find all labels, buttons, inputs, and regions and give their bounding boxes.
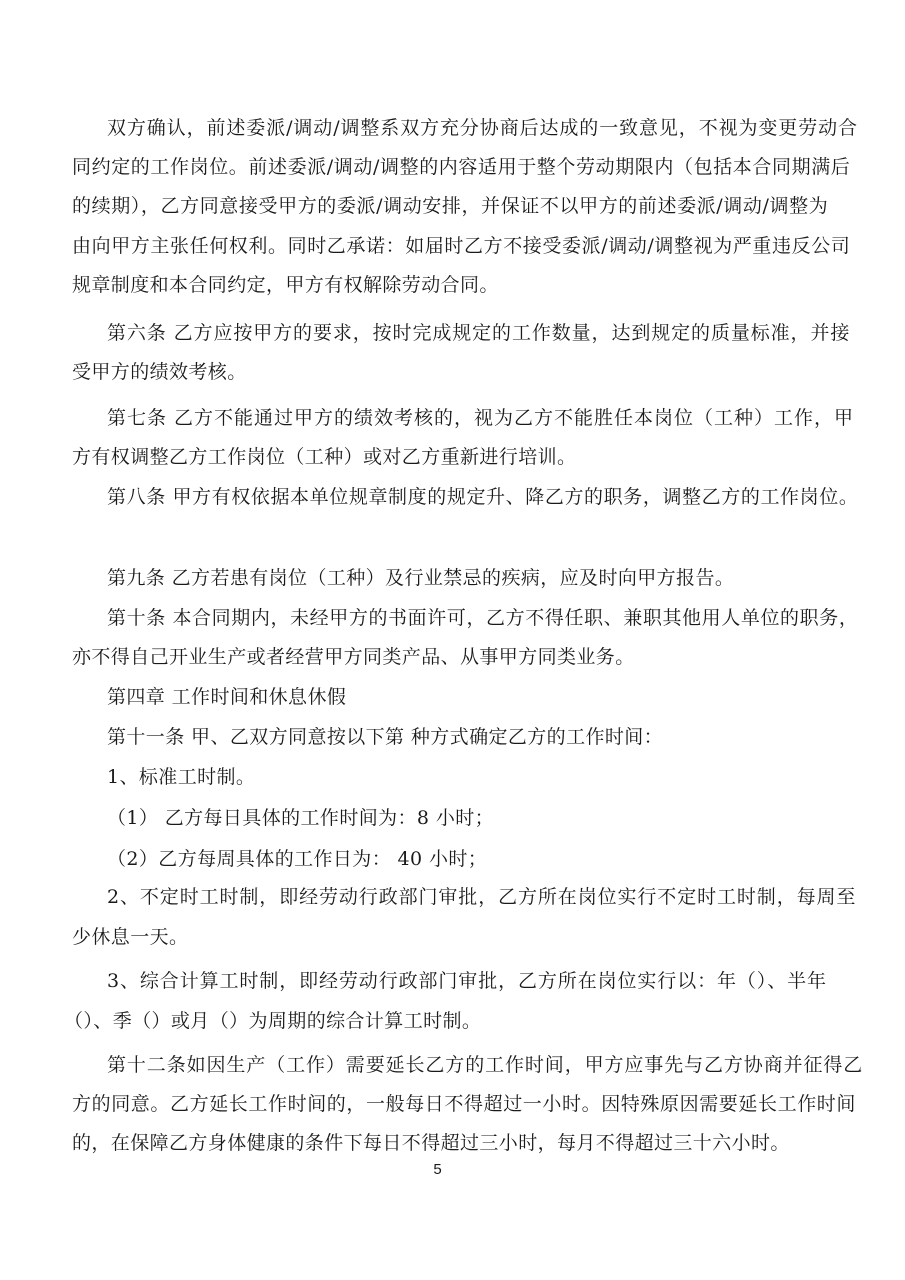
text-line: 的，在保障乙方身体健康的条件下每日不得超过三小时，每月不得超过三十六小时。 [72, 1132, 790, 1154]
text-line: 方有权调整乙方工作岗位（工种）或对乙方重新进行培训。 [72, 446, 577, 468]
list-item: 2、不定时工时制，即经劳动行政部门审批，乙方所在岗位实行不定时工时制，每周至 [107, 886, 857, 908]
list-item: 3、综合计算工时制，即经劳动行政部门审批，乙方所在岗位实行以：年（）、半年 [107, 970, 827, 992]
text-line: 受甲方的绩效考核。 [72, 361, 247, 383]
text-line: 同约定的工作岗位。前述委派/调动/调整的内容适用于整个劳动期限内（包括本合同期满后 [72, 156, 851, 178]
text-line: 双方确认，前述委派/调动/调整系双方充分协商后达成的一致意见，不视为变更劳动合 [107, 117, 858, 139]
text-line: 方的同意。乙方延长工作时间的，一般每日不得超过一小时。因特殊原因需要延长工作时间 [72, 1093, 857, 1115]
article-6-line: 第六条 乙方应按甲方的要求，按时完成规定的工作数量，达到规定的质量标准，并接 [107, 322, 851, 344]
text-line: 少休息一天。 [72, 926, 189, 948]
text-line: 规章制度和本合同约定，甲方有权解除劳动合同。 [72, 274, 499, 296]
list-item: （2）乙方每周具体的工作日为： 40 小时； [107, 848, 488, 870]
article-8-line: 第八条 甲方有权依据本单位规章制度的规定升、降乙方的职务，调整乙方的工作岗位。 [107, 486, 859, 508]
article-10-line: 第十条 本合同期内，未经甲方的书面许可，乙方不得任职、兼职其他用人单位的职务， [107, 607, 859, 629]
article-11-line: 第十一条 甲、乙双方同意按以下第 种方式确定乙方的工作时间： [107, 726, 664, 748]
text-line: 的续期），乙方同意接受甲方的委派/调动安排，并保证不以甲方的前述委派/调动/调整为 [72, 195, 829, 217]
chapter-4-heading: 第四章 工作时间和休息休假 [107, 686, 347, 708]
page-number: 5 [433, 1161, 442, 1178]
text-line: 亦不得自己开业生产或者经营甲方同类产品、从事甲方同类业务。 [72, 646, 635, 668]
list-item: （1） 乙方每日具体的工作时间为：8 小时； [107, 807, 495, 829]
article-9-line: 第九条 乙方若患有岗位（工种）及行业禁忌的疾病，应及时向甲方报告。 [107, 567, 735, 589]
text-line: 由向甲方主张任何权利。同时乙承诺：如届时乙方不接受委派/调动/调整视为严重违反公司 [72, 235, 851, 257]
text-line: （）、季（）或月（）为周期的综合计算工时制。 [64, 1010, 482, 1032]
article-7-line: 第七条 乙方不能通过甲方的绩效考核的，视为乙方不能胜任本岗位（工种）工作，甲 [107, 407, 855, 429]
list-item: 1、标准工时制。 [107, 766, 256, 788]
article-12-line: 第十二条如因生产（工作）需要延长乙方的工作时间，甲方应事先与乙方协商并征得乙 [107, 1054, 864, 1076]
